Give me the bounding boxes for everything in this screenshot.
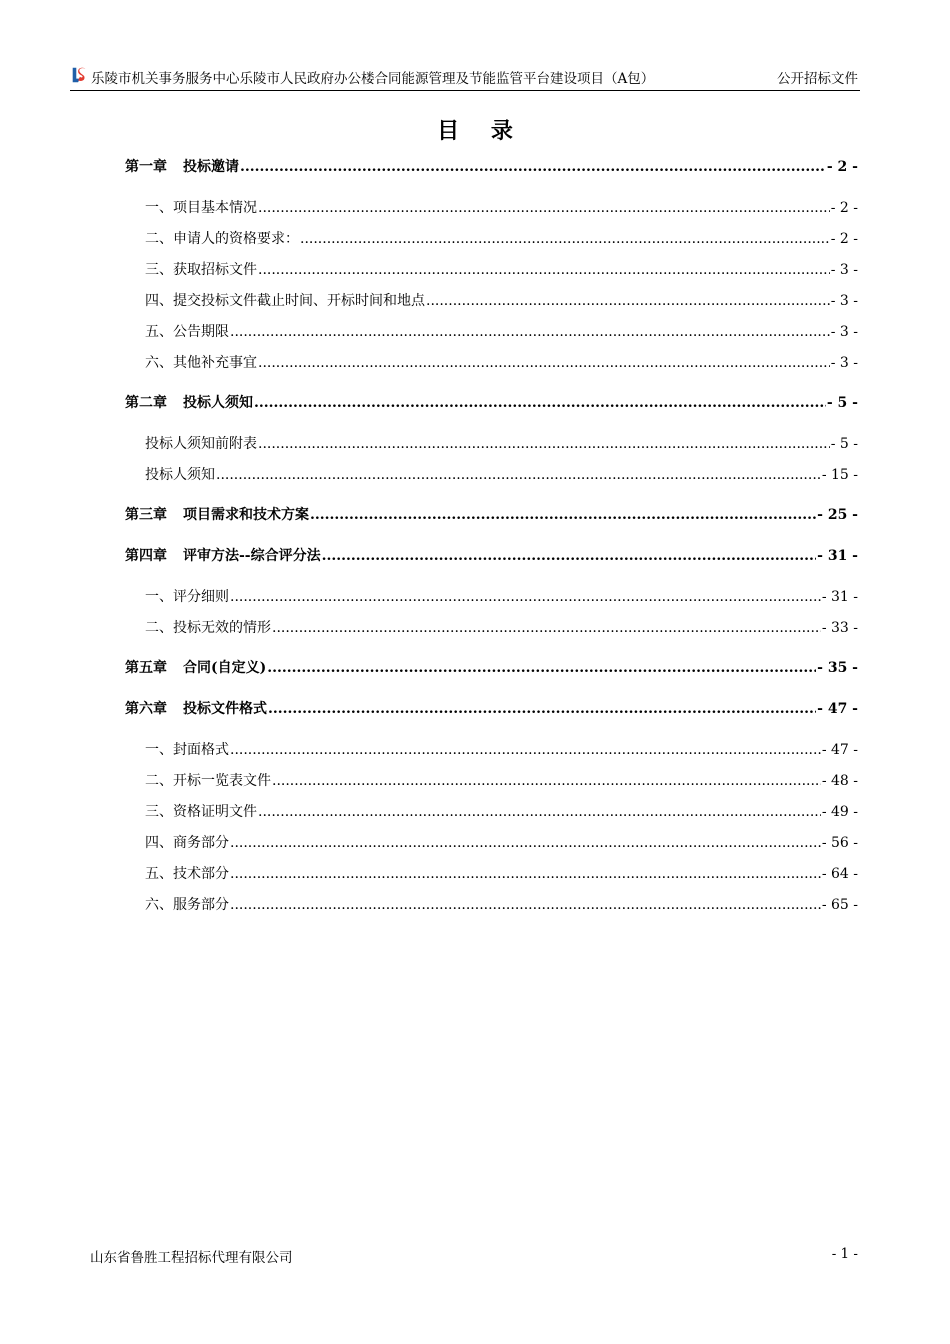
toc-title: 目 录 <box>437 118 525 144</box>
toc-entry-label <box>145 801 257 821</box>
toc-page-number: - 3 - <box>830 262 858 278</box>
toc-chapter-number: 第四章 <box>125 548 167 564</box>
toc-page-number: - 33 - <box>821 620 858 636</box>
toc-entry-text: 一、评分细则 <box>145 589 229 605</box>
toc-chapter-number: 第五章 <box>125 660 167 676</box>
toc-section-entry[interactable] <box>145 321 858 341</box>
toc-page-number: - 15 - <box>821 467 858 483</box>
toc-section-entry[interactable] <box>145 863 858 883</box>
toc-entry-text: 合同(自定义) <box>183 660 267 676</box>
toc-entry-label <box>145 586 229 606</box>
toc-entry-text: 四、提交投标文件截止时间、开标时间和地点 <box>145 293 425 309</box>
toc-dot-leader <box>216 467 821 483</box>
toc-entry-text: 项目需求和技术方案 <box>183 507 309 523</box>
toc-entry-label <box>145 321 229 341</box>
toc-entry-label <box>145 894 229 914</box>
toc-chapter-entry[interactable] <box>125 156 858 176</box>
page-header <box>70 64 860 91</box>
ls-logo-icon <box>70 66 88 84</box>
toc-entry-text: 投标邀请 <box>183 159 239 175</box>
toc-section-entry[interactable] <box>145 259 858 279</box>
toc-entry-text: 二、申请人的资格要求： <box>145 231 299 247</box>
toc-entry-label <box>145 228 299 248</box>
toc-entry-text: 评审方法--综合评分法 <box>183 548 321 564</box>
toc-dot-leader <box>230 324 830 340</box>
toc-dot-leader <box>300 231 830 247</box>
toc-section-entry[interactable] <box>145 739 858 759</box>
toc-dot-leader <box>258 200 830 216</box>
toc-page-number: - 5 - <box>830 436 858 452</box>
toc-section-entry[interactable] <box>145 290 858 310</box>
toc-page-number: - 47 - <box>817 701 858 717</box>
toc-entry-label <box>145 259 257 279</box>
toc-page-number: - 48 - <box>821 773 858 789</box>
toc-section-entry[interactable] <box>145 617 858 637</box>
toc-entry-label <box>125 392 253 412</box>
toc-entry-label <box>145 197 257 217</box>
toc-dot-leader <box>240 159 826 175</box>
toc-section-entry[interactable] <box>145 228 858 248</box>
toc-entry-text: 投标文件格式 <box>183 701 267 717</box>
toc-dot-leader <box>258 436 830 452</box>
toc-page-number: - 2 - <box>826 159 858 175</box>
toc-entry-text: 二、开标一览表文件 <box>145 773 271 789</box>
toc-entry-text: 一、项目基本情况 <box>145 200 257 216</box>
toc-entry-text: 投标人须知 <box>145 467 215 483</box>
toc-entry-label <box>145 617 271 637</box>
toc-entry-text: 二、投标无效的情形 <box>145 620 271 636</box>
toc-page-number: - 65 - <box>821 897 858 913</box>
toc-page-number: - 31 - <box>821 589 858 605</box>
toc-page-number: - 2 - <box>830 200 858 216</box>
toc-entry-label <box>145 433 257 453</box>
toc-page-number: - 64 - <box>821 866 858 882</box>
toc-section-entry[interactable] <box>145 770 858 790</box>
toc-chapter-entry[interactable] <box>125 392 858 412</box>
toc-section-entry[interactable] <box>145 894 858 914</box>
toc-dot-leader <box>272 620 821 636</box>
toc-entry-text: 五、技术部分 <box>145 866 229 882</box>
footer-page-number: - 1 - <box>831 1246 858 1262</box>
toc-dot-leader <box>267 660 816 676</box>
toc-chapter-number: 第三章 <box>125 507 167 523</box>
toc-section-entry[interactable] <box>145 464 858 484</box>
toc-entry-label <box>145 863 229 883</box>
toc-section-entry[interactable] <box>145 586 858 606</box>
toc-section-entry[interactable] <box>145 197 858 217</box>
toc-entry-label <box>125 156 239 176</box>
header-document-type: 公开招标文件 <box>777 71 858 87</box>
toc-page-number: - 3 - <box>830 293 858 309</box>
toc-dot-leader <box>230 897 821 913</box>
toc-page-number: - 5 - <box>826 395 858 411</box>
toc-chapter-number: 第二章 <box>125 395 167 411</box>
toc-entry-text: 三、获取招标文件 <box>145 262 257 278</box>
toc-dot-leader <box>310 507 816 523</box>
toc-page-number: - 25 - <box>817 507 858 523</box>
toc-section-entry[interactable] <box>145 832 858 852</box>
toc-dot-leader <box>230 742 821 758</box>
footer-company: 山东省鲁胜工程招标代理有限公司 <box>90 1250 293 1266</box>
toc-page-number: - 3 - <box>830 324 858 340</box>
toc-entry-label <box>125 504 309 524</box>
toc-page-number: - 56 - <box>821 835 858 851</box>
toc-entry-text: 四、商务部分 <box>145 835 229 851</box>
toc-chapter-entry[interactable] <box>125 698 858 718</box>
toc-dot-leader <box>268 701 816 717</box>
toc-dot-leader <box>258 262 830 278</box>
toc-entry-text: 六、其他补充事宜 <box>145 355 257 371</box>
toc-chapter-entry[interactable] <box>125 504 858 524</box>
toc-dot-leader <box>258 355 830 371</box>
toc-chapter-number: 第一章 <box>125 159 167 175</box>
toc-page-number: - 35 - <box>817 660 858 676</box>
header-project-title: 乐陵市机关事务服务中心乐陵市人民政府办公楼合同能源管理及节能监管平台建设项目（A包） <box>91 71 655 87</box>
toc-dot-leader <box>230 589 821 605</box>
toc-dot-leader <box>230 835 821 851</box>
toc-chapter-number: 第六章 <box>125 701 167 717</box>
toc-dot-leader <box>258 804 821 820</box>
toc-page-number: - 3 - <box>830 355 858 371</box>
toc-page-number: - 2 - <box>830 231 858 247</box>
toc-page-number: - 49 - <box>821 804 858 820</box>
toc-section-entry[interactable] <box>145 433 858 453</box>
toc-page-number: - 31 - <box>817 548 858 564</box>
toc-section-entry[interactable] <box>145 352 858 372</box>
toc-page-number: - 47 - <box>821 742 858 758</box>
toc-entry-label <box>145 290 425 310</box>
toc-entry-text: 五、公告期限 <box>145 324 229 340</box>
toc-entry-text: 六、服务部分 <box>145 897 229 913</box>
toc-entry-label <box>145 464 215 484</box>
toc-entry-label <box>145 739 229 759</box>
toc-dot-leader <box>254 395 826 411</box>
toc-entry-label <box>145 832 229 852</box>
toc-dot-leader <box>426 293 830 309</box>
toc-entry-text: 投标人须知前附表 <box>145 436 257 452</box>
toc-entry-label <box>125 657 266 677</box>
toc-entry-label <box>145 770 271 790</box>
toc-chapter-entry[interactable] <box>125 657 858 677</box>
toc-entry-text: 一、封面格式 <box>145 742 229 758</box>
toc-entry-label <box>145 352 257 372</box>
toc-dot-leader <box>322 548 817 564</box>
toc-dot-leader <box>230 866 821 882</box>
toc-entry-label <box>125 545 321 565</box>
toc-entry-label <box>125 698 267 718</box>
toc-dot-leader <box>272 773 821 789</box>
toc-entry-text: 三、资格证明文件 <box>145 804 257 820</box>
toc-chapter-entry[interactable] <box>125 545 858 565</box>
toc-entry-text: 投标人须知 <box>183 395 253 411</box>
toc-section-entry[interactable] <box>145 801 858 821</box>
